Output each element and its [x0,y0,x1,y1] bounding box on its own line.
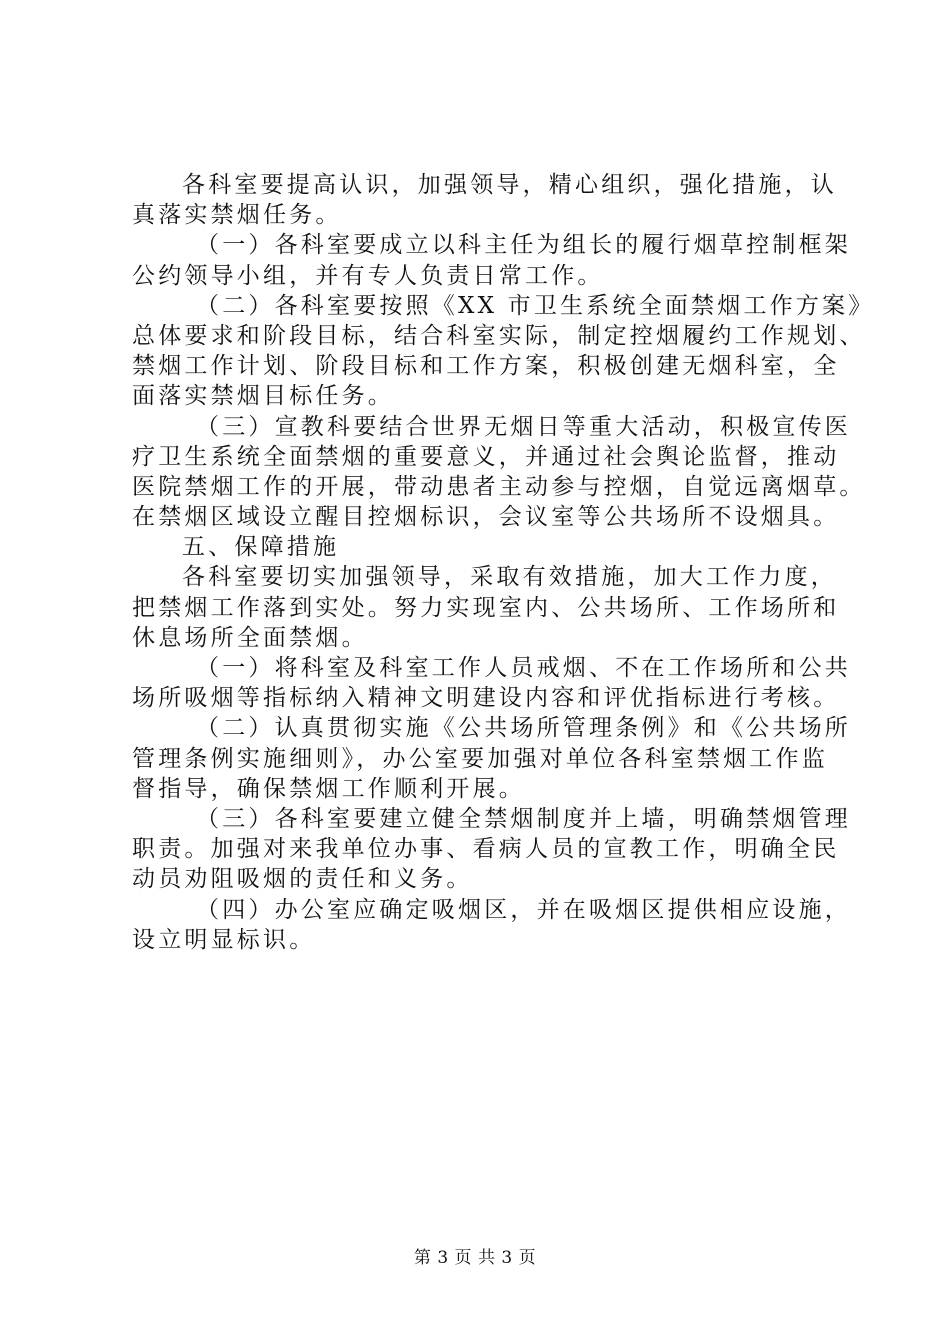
text-line: 动员劝阻吸烟的责任和义务。 [132,866,473,893]
text-line: 五、保障措施 [182,534,340,561]
text-line: 医院禁烟工作的开展，带动患者主动参与控烟，自觉远离烟草。 [132,473,866,500]
text-line: （三）各科室要建立健全禁烟制度并上墙，明确禁烟管理 [196,805,851,832]
text-line: 休息场所全面禁烟。 [132,624,368,651]
text-line: 场所吸烟等指标纳入精神文明建设内容和评优指标进行考核。 [132,685,840,712]
page-footer: 第 3 页 共 3 页 [413,1248,537,1268]
text-line: 真落实禁烟任务。 [132,202,342,229]
text-line: 各科室要切实加强领导，采取有效措施，加大工作力度， [182,564,837,591]
text-line: 督指导，确保禁烟工作顺利开展。 [132,775,525,802]
text-line: 禁烟工作计划、阶段目标和工作方案，积极创建无烟科室，全 [132,353,840,380]
text-line: （一）将科室及科室工作人员戒烟、不在工作场所和公共 [196,655,851,681]
text-line: 各科室要提高认识，加强领导，精心组织，强化措施，认 [182,172,837,198]
text-line: （四）办公室应确定吸烟区，并在吸烟区提供相应设施， [196,896,851,923]
text-line: 把禁烟工作落到实处。努力实现室内、公共场所、工作场所和 [132,594,840,621]
text-line: （二）认真贯彻实施《公共场所管理条例》和《公共场所 [196,715,851,742]
text-line: 设立明显标识。 [132,926,316,953]
document-body [132,170,875,955]
text-line: （三）宣教科要结合世界无烟日等重大活动，积极宣传医 [196,413,851,440]
text-line: 公约领导小组，并有专人负责日常工作。 [132,262,604,289]
text-line: 面落实禁烟目标任务。 [132,383,394,410]
text-line: 在禁烟区域设立醒目控烟标识，会议室等公共场所不设烟具。 [132,504,840,531]
text-line: 总体要求和阶段目标，结合科室实际，制定控烟履约工作规划、 [132,322,866,349]
text-line: （一）各科室要成立以科主任为组长的履行烟草控制框架 [196,232,851,259]
text-line: 职责。加强对来我单位办事、看病人员的宣教工作，明确全民 [132,836,840,863]
text-line: 管理条例实施细则》，办公室要加强对单位各科室禁烟工作监 [132,745,828,772]
text-line: 疗卫生系统全面禁烟的重要意义，并通过社会舆论监督，推动 [132,443,840,470]
text-line: （二）各科室要按照《XX 市卫生系统全面禁烟工作方案》 [196,292,875,319]
